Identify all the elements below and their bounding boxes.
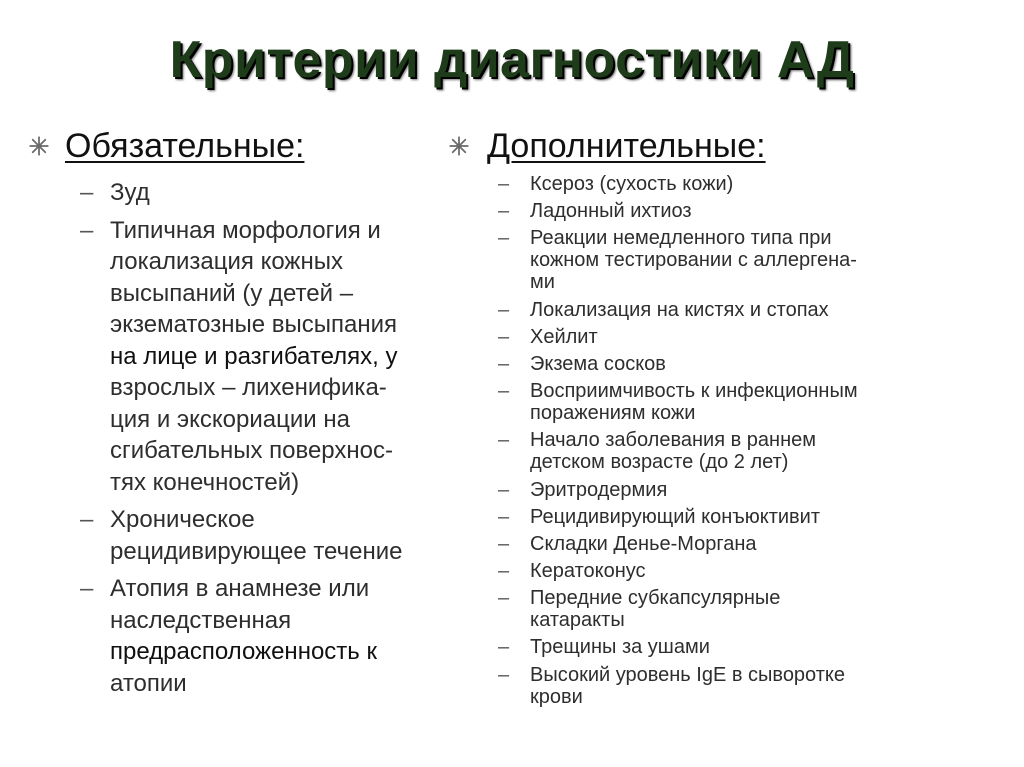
item-text-line: Начало заболевания в раннем: [530, 429, 816, 452]
dash-marker: –: [498, 380, 510, 403]
mandatory-criterion: [80, 177, 452, 209]
dash-marker: –: [80, 506, 94, 533]
item-text-line: на лице и разгибателях, у: [110, 342, 398, 370]
dash-marker: –: [498, 663, 510, 686]
item-text-line: экзематозные высыпания: [110, 311, 397, 338]
item-text-line: Восприимчивость к инфекционным: [530, 380, 858, 403]
additional-criterion: [498, 587, 918, 631]
mandatory-criterion: [80, 573, 452, 699]
dash-marker: –: [498, 429, 510, 452]
additional-heading-row: [448, 124, 918, 168]
additional-criteria-column: [448, 124, 918, 713]
item-text-line: Типичная морфология и: [110, 216, 381, 244]
mandatory-criteria-column: [28, 124, 458, 705]
item-text-line: Экзема сосков: [530, 352, 666, 375]
additional-criterion: [498, 299, 918, 321]
additional-criterion: [498, 506, 918, 528]
item-text-line: Хейлит: [530, 325, 598, 348]
item-text-line: взрослых – лихенифика-: [110, 374, 387, 401]
item-text-line: катаракты: [530, 609, 625, 632]
mandatory-criteria-list: [80, 177, 452, 699]
additional-criterion: [498, 326, 918, 348]
item-text-line: Зуд: [110, 179, 150, 206]
dash-marker: –: [498, 227, 510, 250]
additional-heading: Дополнительные:: [487, 127, 766, 165]
item-text-line: Передние субкапсулярные: [530, 587, 781, 610]
dash-marker: –: [80, 179, 94, 206]
item-text-line: детском возрасте (до 2 лет): [530, 451, 789, 474]
dash-marker: –: [80, 575, 94, 602]
item-text-line: атопии: [110, 669, 187, 697]
item-text-line: кожном тестировании с аллергена-: [530, 249, 857, 272]
dash-marker: –: [498, 200, 510, 223]
dash-marker: –: [498, 352, 510, 375]
item-text-line: ми: [530, 271, 555, 294]
dash-marker: –: [498, 505, 510, 528]
item-text-line: Локализация на кистях и стопах: [530, 298, 829, 321]
slide-title: Критерии диагностики АД: [169, 31, 855, 89]
dash-marker: –: [498, 587, 510, 610]
additional-criterion: [498, 380, 918, 424]
additional-criterion: [498, 636, 918, 658]
item-text-line: Хроническое: [110, 506, 255, 533]
dash-marker: –: [80, 216, 94, 244]
item-text-line: предрасположенность к: [110, 638, 377, 665]
item-text-line: крови: [530, 685, 583, 708]
mandatory-heading-row: [28, 124, 458, 168]
mandatory-heading: Обязательные:: [65, 127, 305, 165]
asterisk-icon: [448, 135, 470, 157]
additional-criterion: [498, 429, 918, 473]
additional-criterion: [498, 353, 918, 375]
additional-criterion: [498, 479, 918, 501]
item-text-line: наследственная: [110, 606, 292, 634]
item-text-line: ция и экскориации на: [110, 405, 350, 433]
item-text-line: Кератоконус: [530, 560, 646, 583]
item-text-line: Высокий уровень IgE в сыворотке: [530, 663, 845, 686]
item-text-line: рецидивирующее течение: [110, 537, 403, 565]
item-text-line: высыпаний (у детей –: [110, 279, 354, 307]
item-text-line: локализация кожных: [110, 248, 343, 275]
dash-marker: –: [498, 532, 510, 555]
item-text-line: тях конечностей): [110, 468, 300, 496]
additional-criterion: [498, 533, 918, 555]
additional-criterion: [498, 200, 918, 222]
dash-marker: –: [498, 560, 510, 583]
item-text-line: Складки Денье-Моргана: [530, 532, 757, 555]
dash-marker: –: [498, 478, 510, 501]
additional-criterion: [498, 173, 918, 195]
additional-criterion: [498, 664, 918, 708]
dash-marker: –: [498, 636, 510, 659]
item-text-line: Реакции немедленного типа при: [530, 227, 832, 250]
dash-marker: –: [498, 298, 510, 321]
item-text-line: поражениям кожи: [530, 402, 696, 425]
item-text-line: Ладонный ихтиоз: [530, 200, 692, 223]
item-text-line: Атопия в анамнезе или: [110, 575, 370, 602]
asterisk-icon: [28, 135, 50, 157]
item-text-line: Эритродермия: [530, 478, 668, 501]
item-text-line: Рецидивирующий конъюктивит: [530, 505, 821, 528]
additional-criterion: [498, 560, 918, 582]
mandatory-criterion: [80, 504, 452, 567]
additional-criterion: [498, 227, 918, 293]
item-text-line: Трещины за ушами: [530, 636, 710, 659]
item-text-line: сгибательных поверхнос-: [110, 437, 393, 464]
additional-criteria-list: [498, 173, 918, 708]
dash-marker: –: [498, 325, 510, 348]
dash-marker: –: [498, 173, 510, 195]
item-text-line: Ксероз (сухость кожи): [530, 173, 734, 195]
mandatory-criterion: [80, 215, 452, 499]
